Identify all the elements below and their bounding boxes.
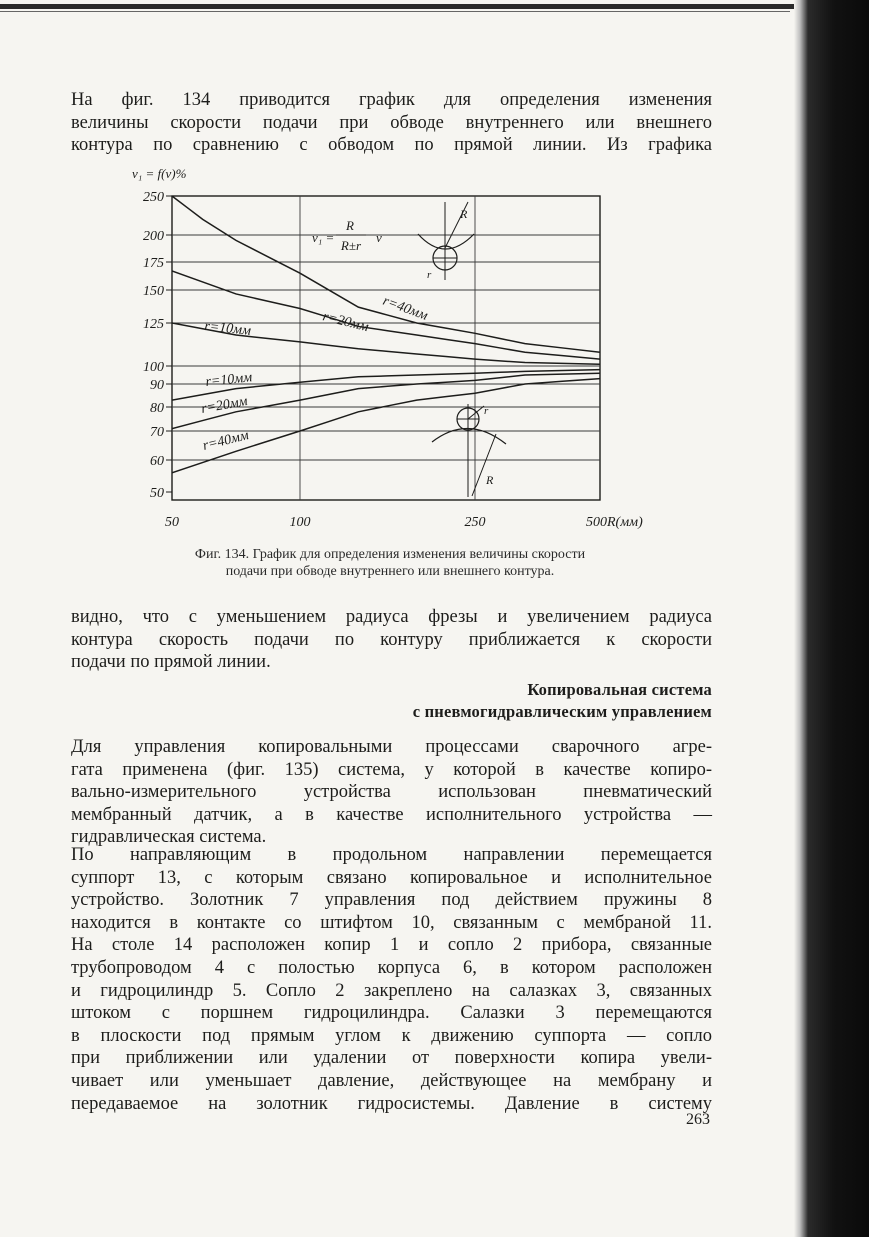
x-tick-label: 100	[289, 515, 311, 530]
plot-frame	[172, 196, 600, 500]
text-line: гидравлическая система.	[71, 827, 267, 848]
formula-numerator: R	[346, 218, 354, 233]
series-label: r=10мм	[203, 319, 252, 339]
section-heading-line-2: с пневмогидравлическим управлением	[412, 702, 712, 721]
y-tick-label: 200	[143, 229, 164, 244]
book-spine-shadow	[794, 0, 869, 1237]
x-tick-label: 500R(мм)	[586, 515, 643, 530]
text-line: видно, что с уменьшением радиуса фрезы и увеличением радиуса	[71, 607, 712, 627]
diagram-bottom-r-label: r	[484, 405, 489, 417]
figure-caption	[120, 546, 660, 580]
text-line: устройство. Золотник 7 управления под действием пружины 8	[71, 890, 712, 911]
y-tick-label: 60	[150, 454, 164, 469]
series-label: r=10мм	[204, 370, 253, 390]
series-label: r=20мм	[321, 309, 371, 336]
paragraph-support-description	[71, 844, 712, 1115]
y-tick-label: 125	[143, 317, 164, 332]
paragraph-intro	[71, 89, 712, 157]
y-tick-label: 150	[143, 284, 164, 299]
text-line: при приближении или удалении от поверхности копира увели-	[71, 1048, 712, 1069]
top-scan-rule-thin	[0, 11, 790, 12]
text-line: По направляющим в продольном направлении перемещается	[71, 845, 712, 865]
text-line: вально-измерительного устройства использован пневматический	[71, 782, 712, 803]
formula-denominator: R±r	[340, 238, 362, 253]
text-line: мембранный датчик, а в качестве исполнительного устройства —	[71, 804, 712, 825]
paragraph-system-description	[71, 736, 712, 849]
y-tick-label: 175	[143, 256, 164, 271]
x-tick-label: 250	[464, 515, 486, 530]
text-line: штоком с поршнем гидроцилиндра. Салазки 3 перемещаются	[71, 1003, 712, 1024]
y-tick-label: 90	[150, 378, 164, 393]
series-label: r=20мм	[200, 394, 249, 417]
text-line: находится в контакте со штифтом 10, связанным с мембраной 11.	[71, 912, 712, 933]
formula-lhs: v₁ =	[312, 230, 335, 245]
formula-rhs: v	[376, 230, 382, 245]
y-tick-label: 100	[143, 360, 164, 375]
top-scan-rule	[0, 4, 800, 9]
text-line: передаваемое на золотник гидросистемы. Давление в систему	[71, 1093, 712, 1114]
series-label: r=40мм	[201, 428, 251, 454]
x-tick-label: 50	[165, 515, 179, 530]
page-number: 263	[686, 1111, 710, 1128]
y-tick-label: 50	[150, 486, 164, 501]
text-line: контура скорость подачи по контуру приближается к скорости	[71, 629, 712, 650]
y-axis-label: v₁ = f(v)%	[132, 166, 187, 181]
section-heading	[413, 679, 712, 723]
text-line: гата применена (фиг. 135) система, у которой в качестве копиро-	[71, 759, 712, 780]
y-tick-label: 80	[150, 401, 164, 416]
figure-caption-line-1: Фиг. 134. График для определения изменения величины скорости	[194, 547, 586, 562]
text-line: чивает или уменьшает давление, действующее на мембрану и	[71, 1070, 712, 1091]
text-line: суппорт 13, с которым связано копировальное и исполнительное	[71, 867, 712, 888]
text-line: На столе 14 расположен копир 1 и сопло 2 прибора, связанные	[71, 935, 712, 956]
paragraph-conclusion	[71, 606, 712, 674]
text-line: в плоскости под прямым углом к движению суппорта — сопло	[71, 1025, 712, 1046]
text-line: подачи по прямой линии.	[71, 652, 271, 673]
text-line: величины скорости подачи при обводе внутреннего или внешнего	[71, 112, 712, 133]
text-line: На фиг. 134 приводится график для определения изменения	[71, 90, 712, 110]
y-tick-label: 250	[143, 190, 164, 205]
figure-134-chart	[100, 162, 680, 540]
text-line: контура по сравнению с обводом по прямой линии. Из графика	[71, 135, 712, 156]
y-tick-label: 70	[150, 425, 164, 440]
text-line: и гидроцилиндр 5. Сопло 2 закреплено на салазках 3, связанных	[71, 980, 712, 1001]
diagram-top-R-label: R	[460, 207, 468, 221]
diagram-bottom-R-label: R	[486, 473, 494, 487]
diagram-top-r-label: r	[427, 269, 432, 281]
series-label: r=40мм	[380, 293, 430, 324]
curve-outer-5	[172, 379, 600, 473]
text-line: Для управления копировальными процессами сварочного агре-	[71, 737, 712, 757]
figure-caption-line-2: подачи при обводе внутреннего или внешнего контура.	[225, 564, 555, 579]
section-heading-line-1: Копировальная система	[527, 680, 712, 699]
text-line: трубопроводом 4 с полостью корпуса 6, в котором расположен	[71, 957, 712, 978]
